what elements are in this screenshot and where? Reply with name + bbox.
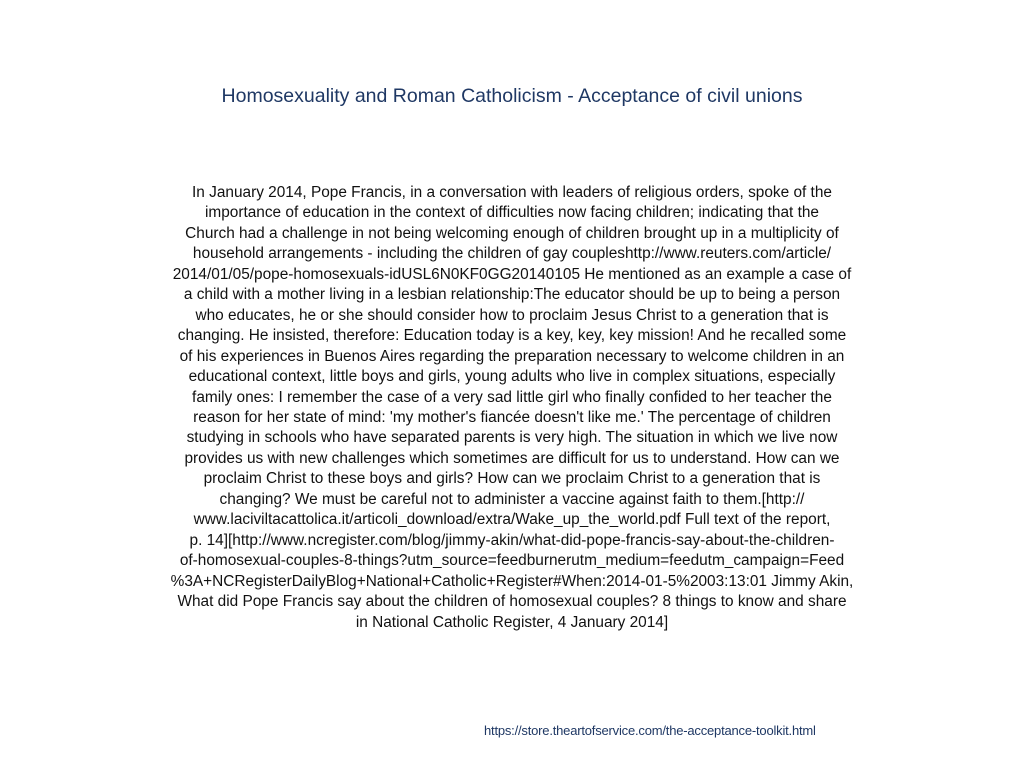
slide-title: Homosexuality and Roman Catholicism - Acceptance of civil unions bbox=[221, 85, 803, 107]
slide-body-text: In January 2014, Pope Francis, in a conversation with leaders of religious orders, spoke of the importance of education in the context of difficulties now facing children; indicating that the Church had a challenge in not being welcoming enough of children brought up in a multiplicity of household arrangements - including the children of gay coupleshttp://www.reuters.com/article/ 2014/01/05/pope-homosexuals-idUSL6N0KF0GG20140105 He mentioned as an example a case of a child with a mother living in a lesbian relationship:The educator should be up to being a person who educates, he or she should consider how to proclaim Jesus Christ to a generation that is changing. He insisted, therefore: Education today is a key, key, key mission! And he recalled some of his experiences in Buenos Aires regarding the preparation necessary to welcome children in an educational context, little boys and girls, young adults who live in complex situations, especially family ones: I remember the case of a very sad little girl who finally confided to her teacher the reason for her state of mind: 'my mother's fiancée doesn't like me.' The percentage of children studying in schools who have separated parents is very high. The situation in which we live now provides us with new challenges which sometimes are difficult for us to understand. How can we proclaim Christ to these boys and girls? How can we proclaim Christ to a generation that is changing? We must be careful not to administer a vaccine against faith to them.[http:// www.laciviltacattolica.it/articoli_download/extra/Wake_up_the_world.pdf Full text of the report, p. 14][http://www.ncregister.com/blog/jimmy-akin/what-did-pope-francis-say-about-the-children- of-homosexual-couples-8-things?utm_source=feedburnerutm_medium=feedutm_campaign=Feed %3A+NCRegisterDailyBlog+National+Catholic+Register#When:2014-01-5%2003:13:01 Jimmy Akin, What did Pope Francis say about the children of homosexual couples? 8 things to know and share in National Catholic Register, 4 January 2014] bbox=[170, 184, 854, 631]
source-url-link[interactable]: https://store.theartofservice.com/the-acceptance-toolkit.html bbox=[484, 723, 816, 738]
